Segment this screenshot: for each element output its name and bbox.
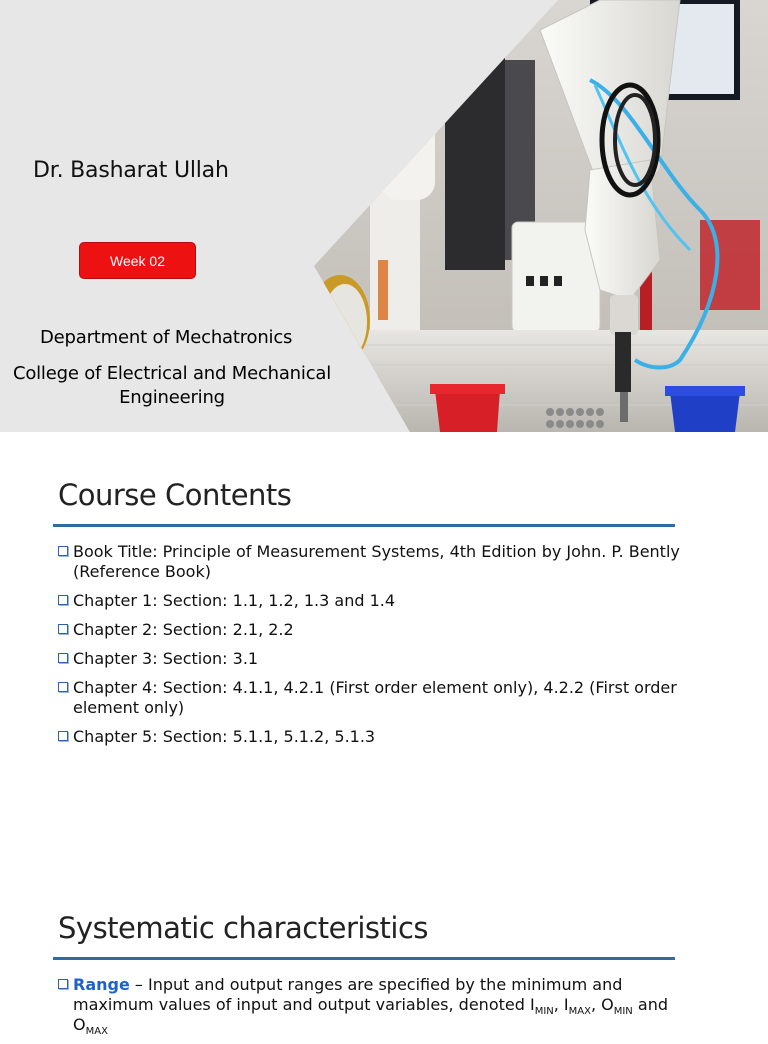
week-badge: Week 02 <box>79 242 196 279</box>
list-item <box>58 542 682 582</box>
symbol-i: I <box>563 995 569 1014</box>
subscript-max: MAX <box>85 1026 108 1038</box>
list-item <box>58 591 682 611</box>
checkbox-square-icon <box>58 682 68 692</box>
separator: , <box>553 995 564 1014</box>
list-item-text: Chapter 1: Section: 1.1, 1.2, 1.3 and 1.4 <box>73 591 396 610</box>
checkbox-square-icon <box>58 653 68 663</box>
college-line-1: College of Electrical and Mechanical <box>12 363 332 384</box>
college-line-2: Engineering <box>119 387 225 408</box>
checkbox-square-icon <box>58 546 68 556</box>
checkbox-square-icon <box>58 624 68 634</box>
list-item-text-cont: element only) <box>73 698 185 717</box>
list-item <box>58 620 682 640</box>
checkbox-square-icon <box>58 595 68 605</box>
and-word: and <box>632 995 668 1014</box>
list-item-text: Chapter 5: Section: 5.1.1, 5.1.2, 5.1.3 <box>73 727 376 746</box>
title-underline <box>53 524 675 527</box>
list-item-text: Book Title: Principle of Measurement Systems, 4th Edition by John. P. Bently <box>73 542 680 561</box>
list-item <box>58 678 682 718</box>
range-line-3 <box>73 1015 682 1038</box>
checkbox-square-icon <box>58 979 68 989</box>
list-item-text: Chapter 3: Section: 3.1 <box>73 649 259 668</box>
subscript-max: MAX <box>568 1006 591 1018</box>
range-line-1 <box>73 975 682 995</box>
college-name <box>0 362 344 410</box>
slide-title: Course Contents <box>58 478 292 512</box>
list-item-text-cont: (Reference Book) <box>73 562 211 581</box>
title-slide <box>0 0 768 432</box>
range-description-cont: maximum values of input and output variables, denoted I <box>73 995 535 1014</box>
symbol-o: O <box>73 1015 86 1034</box>
range-description: – Input and output ranges are specified by the minimum and <box>129 975 623 994</box>
list-item-text: Chapter 4: Section: 4.1.1, 4.2.1 (First order element only), 4.2.2 (First order <box>73 678 677 697</box>
separator: , <box>590 995 602 1014</box>
range-keyword: Range <box>73 975 130 994</box>
slide-title: Systematic characteristics <box>58 911 429 945</box>
list-item <box>58 649 682 669</box>
list-item <box>58 727 682 747</box>
checkbox-square-icon <box>58 731 68 741</box>
symbol-o: O <box>601 995 614 1014</box>
title-underline <box>53 957 675 960</box>
subscript-min: MIN <box>613 1006 633 1018</box>
list-item <box>58 975 682 1038</box>
subscript-min: MIN <box>534 1006 554 1018</box>
list-item-text: Chapter 2: Section: 2.1, 2.2 <box>73 620 294 639</box>
author-name: Dr. Basharat Ullah <box>33 158 229 183</box>
industrial-robot-arm-photo <box>300 0 768 432</box>
range-line-2 <box>73 995 682 1018</box>
course-content-list <box>58 542 682 756</box>
department-name: Department of Mechatronics <box>40 327 293 348</box>
characteristics-list <box>58 975 682 1044</box>
